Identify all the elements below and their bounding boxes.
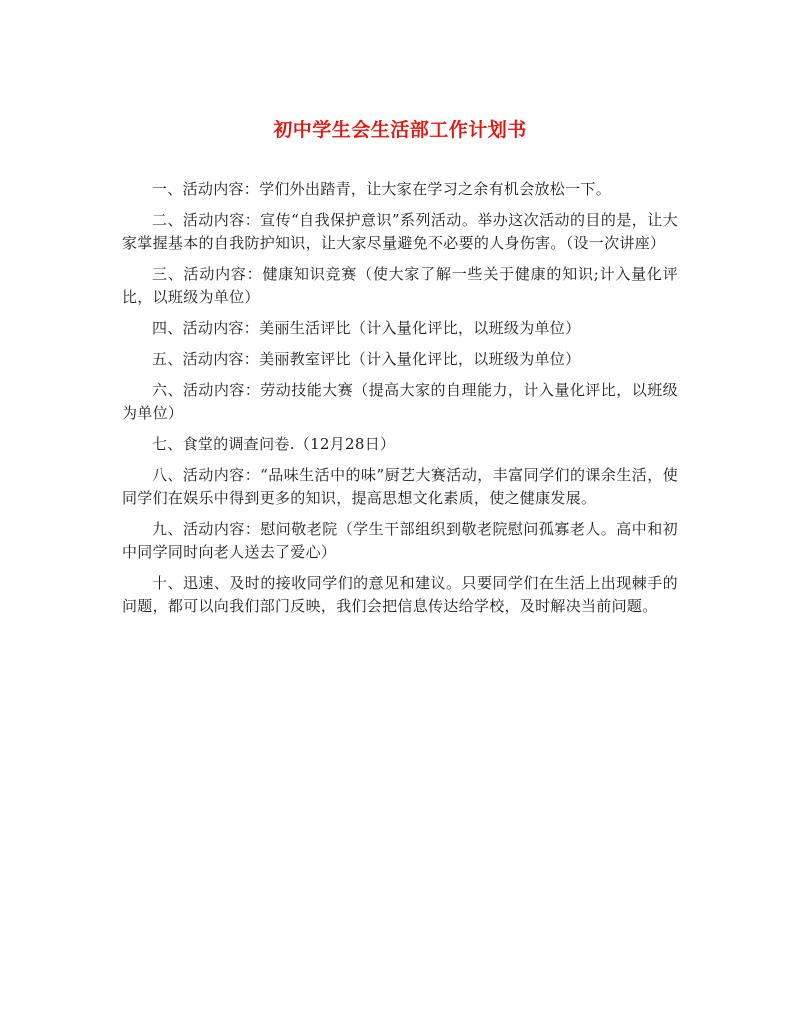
document-body: [122, 178, 678, 626]
paragraph-3: 三、活动内容：健康知识竞赛（使大家了解一些关于健康的知识;计入量化评比，以班级为单位）: [122, 265, 678, 306]
paragraph-4: 四、活动内容：美丽生活评比（计入量化评比，以班级为单位）: [152, 319, 581, 337]
paragraph-9: 九、活动内容：慰问敬老院（学生干部组织到敬老院慰问孤寡老人。高中和初中同学同时向老人送去了爱心）: [122, 520, 678, 561]
paragraph-7: 七、食堂的调查问卷.（12月28日）: [152, 435, 396, 453]
paragraph-6: 六、活动内容：劳动技能大赛（提高大家的自理能力，计入量化评比，以班级为单位）: [122, 381, 678, 422]
paragraph-10: 十、迅速、及时的接收同学们的意见和建议。只要同学们在生活上出现棘手的问题，都可以向我们部门反映，我们会把信息传达给学校，及时解决当前问题。: [122, 574, 678, 615]
paragraph-2: 二、活动内容：宣传“自我保护意识”系列活动。举办这次活动的目的是，让大家掌握基本的自我防护知识，让大家尽量避免不必要的人身伤害。（设一次讲座）: [122, 211, 678, 252]
paragraph-8: 八、活动内容：“品味生活中的味”厨艺大赛活动，丰富同学们的课余生活，使同学们在娱乐中得到更多的知识，提高思想文化素质，使之健康发展。: [122, 466, 678, 507]
document-title: 初中学生会生活部工作计划书: [273, 119, 527, 141]
paragraph-5: 五、活动内容：美丽教室评比（计入量化评比，以班级为单位）: [152, 350, 581, 368]
paragraph-1: 一、活动内容：学们外出踏青，让大家在学习之余有机会放松一下。: [152, 180, 612, 198]
